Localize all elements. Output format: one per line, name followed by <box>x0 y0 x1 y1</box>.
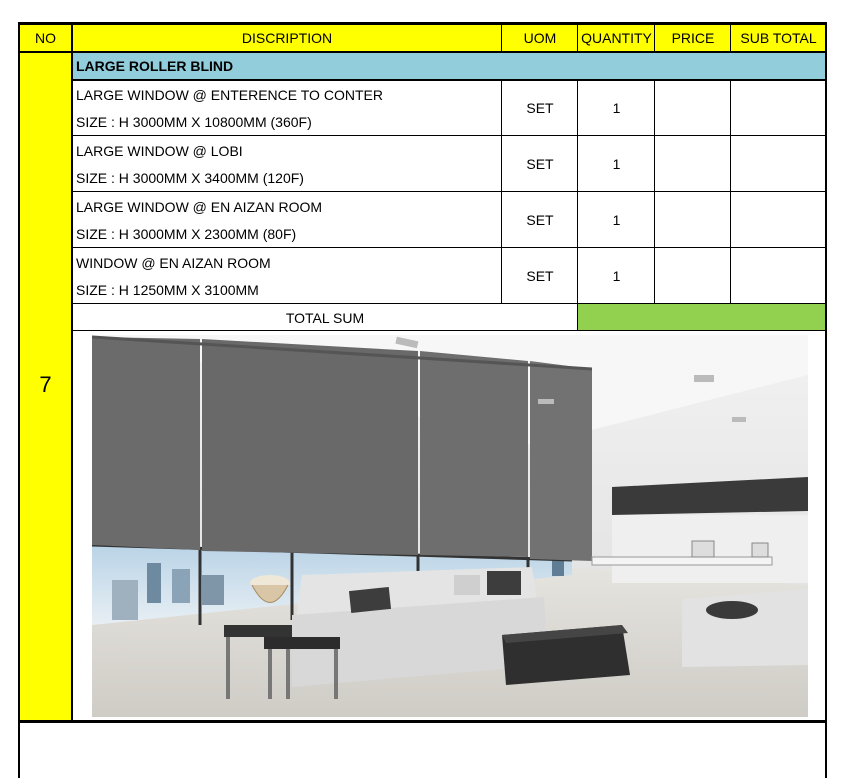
header-quantity: QUANTITY <box>578 24 655 52</box>
row-1-qty: 1 <box>612 100 621 116</box>
row-1-line-2: SIZE : H 3000MM X 10800MM (360F) <box>76 113 312 130</box>
row-2-price[interactable] <box>655 136 731 192</box>
item-number: 7 <box>19 52 72 722</box>
header-subtotal: SUB TOTAL <box>731 24 826 52</box>
row-4-uom: SET <box>526 268 554 284</box>
row-1-subtotal[interactable] <box>731 80 826 136</box>
row-4-subtotal[interactable] <box>731 248 826 304</box>
row-3-uom: SET <box>526 212 554 228</box>
header-uom: UOM <box>502 24 578 52</box>
row-2-qty: 1 <box>612 156 621 172</box>
room-photo <box>92 335 808 717</box>
row-4-qty: 1 <box>612 268 621 284</box>
row-4-price[interactable] <box>655 248 731 304</box>
row-3-line-1: LARGE WINDOW @ EN AIZAN ROOM <box>76 198 323 215</box>
roller-blind-room-illustration <box>92 335 808 717</box>
row-4-line-2: SIZE : H 1250MM X 3100MM <box>76 281 259 298</box>
row-4-line-1: WINDOW @ EN AIZAN ROOM <box>76 254 271 271</box>
row-1-uom: SET <box>526 100 554 116</box>
row-2-line-2: SIZE : H 3000MM X 3400MM (120F) <box>76 169 304 186</box>
row-3-qty: 1 <box>612 212 621 228</box>
total-sum-value[interactable] <box>578 304 826 331</box>
row-3-line-2: SIZE : H 3000MM X 2300MM (80F) <box>76 225 297 242</box>
section-title: LARGE ROLLER BLIND <box>72 52 826 80</box>
header-no: NO <box>19 24 72 52</box>
total-sum-label: TOTAL SUM <box>285 309 365 326</box>
row-3-subtotal[interactable] <box>731 192 826 248</box>
row-1-price[interactable] <box>655 80 731 136</box>
header-price: PRICE <box>655 24 731 52</box>
row-3-price[interactable] <box>655 192 731 248</box>
row-2-subtotal[interactable] <box>731 136 826 192</box>
row-2-uom: SET <box>526 156 554 172</box>
header-description: DISCRIPTION <box>72 24 502 52</box>
row-1-line-1: LARGE WINDOW @ ENTERENCE TO CONTER <box>76 86 383 103</box>
row-2-line-1: LARGE WINDOW @ LOBI <box>76 142 243 159</box>
